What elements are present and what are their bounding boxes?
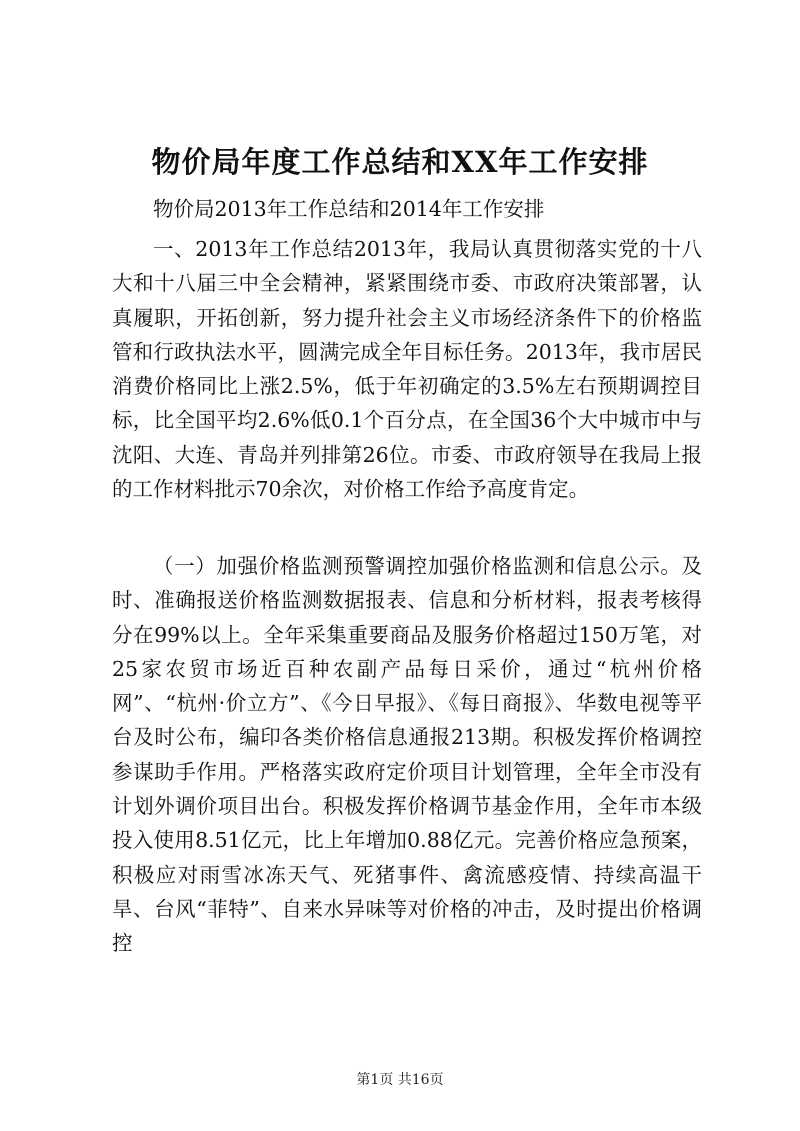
page-number: 第1页 共16页 <box>356 1072 444 1088</box>
page-title: 物价局年度工作总结和XX年工作安排 <box>151 145 649 179</box>
document-subtitle: 物价局2013年工作总结和2014年工作安排 <box>153 197 545 221</box>
paragraph-summary: 一、2013年工作总结2013年，我局认真贯彻落实党的十八大和十八届三中全会精神，紧紧围绕市委、市政府决策部署，认真履职，开拓创新，努力提升社会主义市场经济条件下的价格监管和行政执法水平，圆满完成全年目标任务。2013年，我市居民消费价格同比上涨2.5%，低于年初确定的3.5%左右预期调控目标，比全国平均2.6%低0.1个百分点，在全国36个大中城市中与沈阳、大连、青岛并列排第26位。市委、市政府领导在我局上报的工作材料批示70余次，对价格工作给予高度肯定。 <box>112 237 702 502</box>
paragraph-price-monitoring: （一）加强价格监测预警调控加强价格监测和信息公示。及时、准确报送价格监测数据报表、信息和分析材料，报表考核得分在99%以上。全年采集重要商品及服务价格超过150万笔，对25家农贸市场近百种农副产品每日采价，通过“杭州价格网”、“杭州·价立方”、《今日早报》、《每日商报》、华数电视等平台及时公布，编印各类价格信息通报213期。积极发挥价格调控参谋助手作用。严格落实政府定价项目计划管理，全年全市没有计划外调价项目出台。积极发挥价格调节基金作用，全年市本级投入使用8.51亿元，比上年增加0.88亿元。完善价格应急预案，积极应对雨雪冰冻天气、死猪事件、禽流感疫情、持续高温干旱、台风“菲特”、自来水异味等对价格的冲击，及时提出价格调控 <box>112 554 702 956</box>
